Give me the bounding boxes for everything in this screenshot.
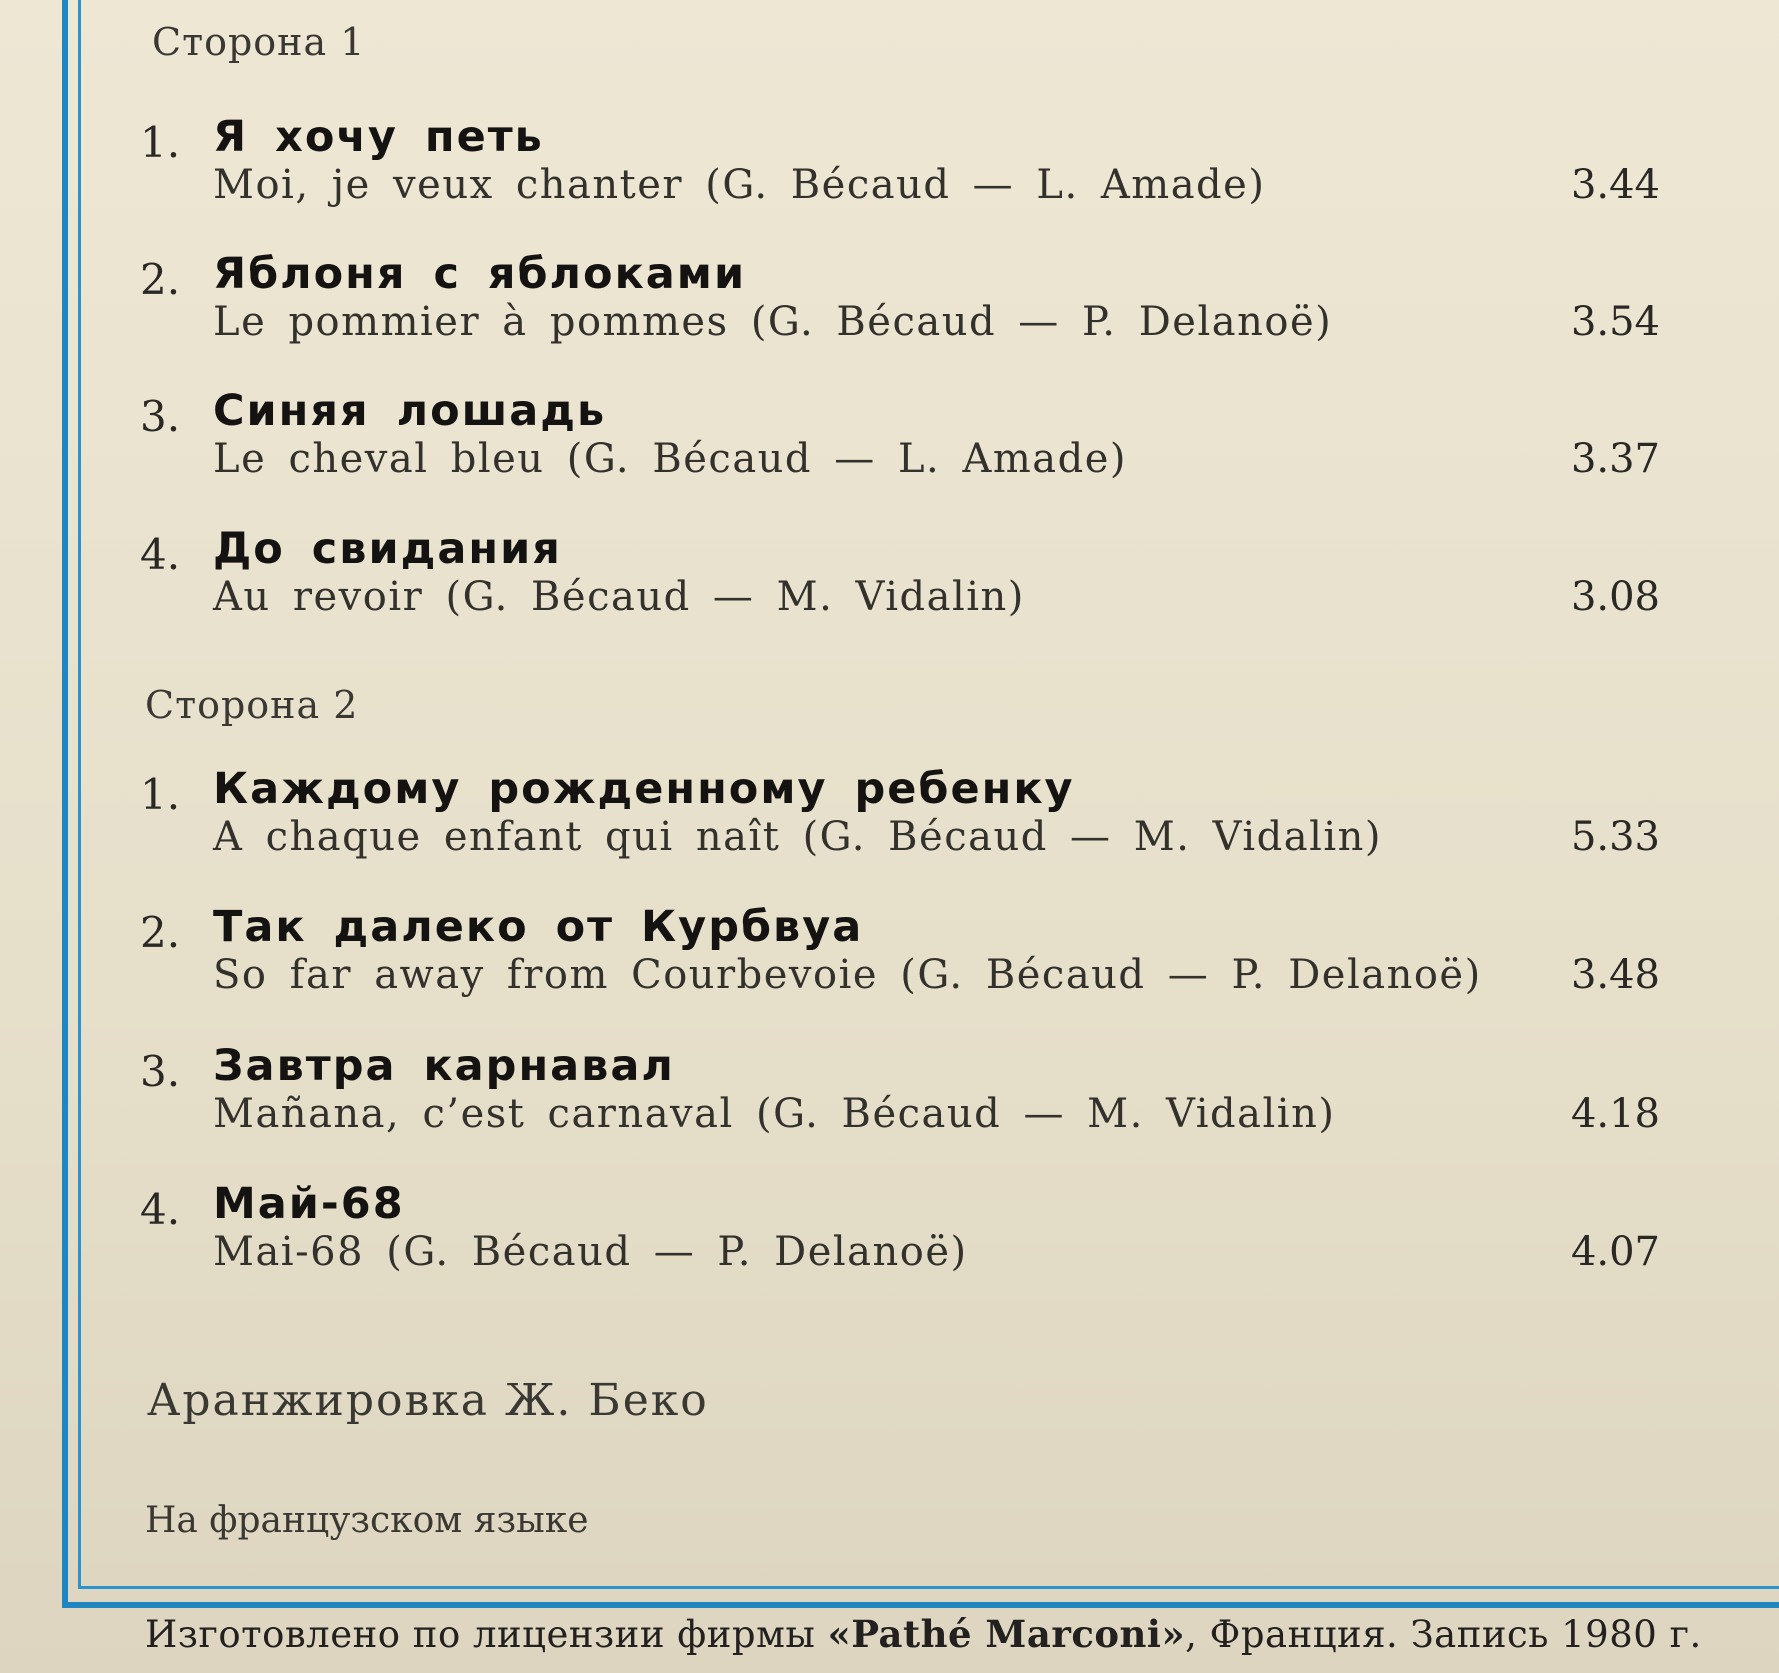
- track-title: Я хочу петь: [213, 112, 544, 162]
- track-number: 2.: [140, 255, 181, 304]
- track-number: 1.: [140, 118, 181, 167]
- track-duration: 3.44: [1570, 162, 1660, 208]
- track-duration: 3.54: [1570, 299, 1660, 345]
- license-company: «Pathé Marconi»: [827, 1612, 1186, 1656]
- track-title: Завтра карнавал: [213, 1041, 675, 1091]
- track-duration: 3.37: [1570, 436, 1660, 482]
- track-number: 4.: [140, 530, 181, 579]
- arrangement-credit: Аранжировка Ж. Беко: [147, 1375, 709, 1426]
- track-title: Май-68: [213, 1179, 405, 1229]
- track-title: Яблоня с яблоками: [213, 249, 747, 299]
- license-line: [145, 1612, 1702, 1656]
- track-number: 4.: [140, 1185, 181, 1234]
- track-duration: 5.33: [1570, 814, 1660, 860]
- tracklist-row: [140, 764, 1660, 890]
- track-credits: So far away from Courbevoie (G. Bécaud — P. Delanoë): [213, 952, 1482, 998]
- tracklist-row: [140, 1041, 1660, 1167]
- license-suffix: , Франция. Запись 1980 г.: [1185, 1613, 1702, 1656]
- track-credits: Mañana, c’est carnaval (G. Bécaud — M. Vidalin): [213, 1091, 1336, 1137]
- track-duration: 3.08: [1570, 574, 1660, 620]
- track-title: Синяя лошадь: [213, 386, 607, 436]
- track-credits: Le pommier à pommes (G. Bécaud — P. Delanoë): [213, 299, 1333, 345]
- side2-heading: Сторона 2: [145, 683, 359, 727]
- track-number: 1.: [140, 770, 181, 819]
- tracklist-row: [140, 524, 1660, 650]
- track-duration: 4.07: [1570, 1229, 1660, 1275]
- track-duration: 3.48: [1570, 952, 1660, 998]
- license-prefix: Изготовлено по лицензии фирмы: [145, 1613, 828, 1656]
- track-title: Каждому рожденному ребенку: [213, 764, 1075, 814]
- tracklist-row: [140, 249, 1660, 375]
- tracklist-row: [140, 112, 1660, 238]
- track-number: 2.: [140, 908, 181, 957]
- track-credits: Moi, je veux chanter (G. Bécaud — L. Amade): [213, 162, 1266, 208]
- side1-heading: Сторона 1: [152, 20, 366, 64]
- track-number: 3.: [140, 1047, 181, 1096]
- language-note: На французском языке: [145, 1500, 589, 1541]
- track-title: До свидания: [213, 524, 562, 574]
- track-duration: 4.18: [1570, 1091, 1660, 1137]
- track-credits: Le cheval bleu (G. Bécaud — L. Amade): [213, 436, 1127, 482]
- track-credits: Mai-68 (G. Bécaud — P. Delanoë): [213, 1229, 968, 1275]
- track-title: Так далеко от Курбвуа: [213, 902, 864, 952]
- track-number: 3.: [140, 392, 181, 441]
- track-credits: A chaque enfant qui naît (G. Bécaud — M. Vidalin): [213, 814, 1383, 860]
- tracklist-row: [140, 386, 1660, 512]
- track-credits: Au revoir (G. Bécaud — M. Vidalin): [213, 574, 1025, 620]
- tracklist-row: [140, 902, 1660, 1028]
- tracklist-row: [140, 1179, 1660, 1305]
